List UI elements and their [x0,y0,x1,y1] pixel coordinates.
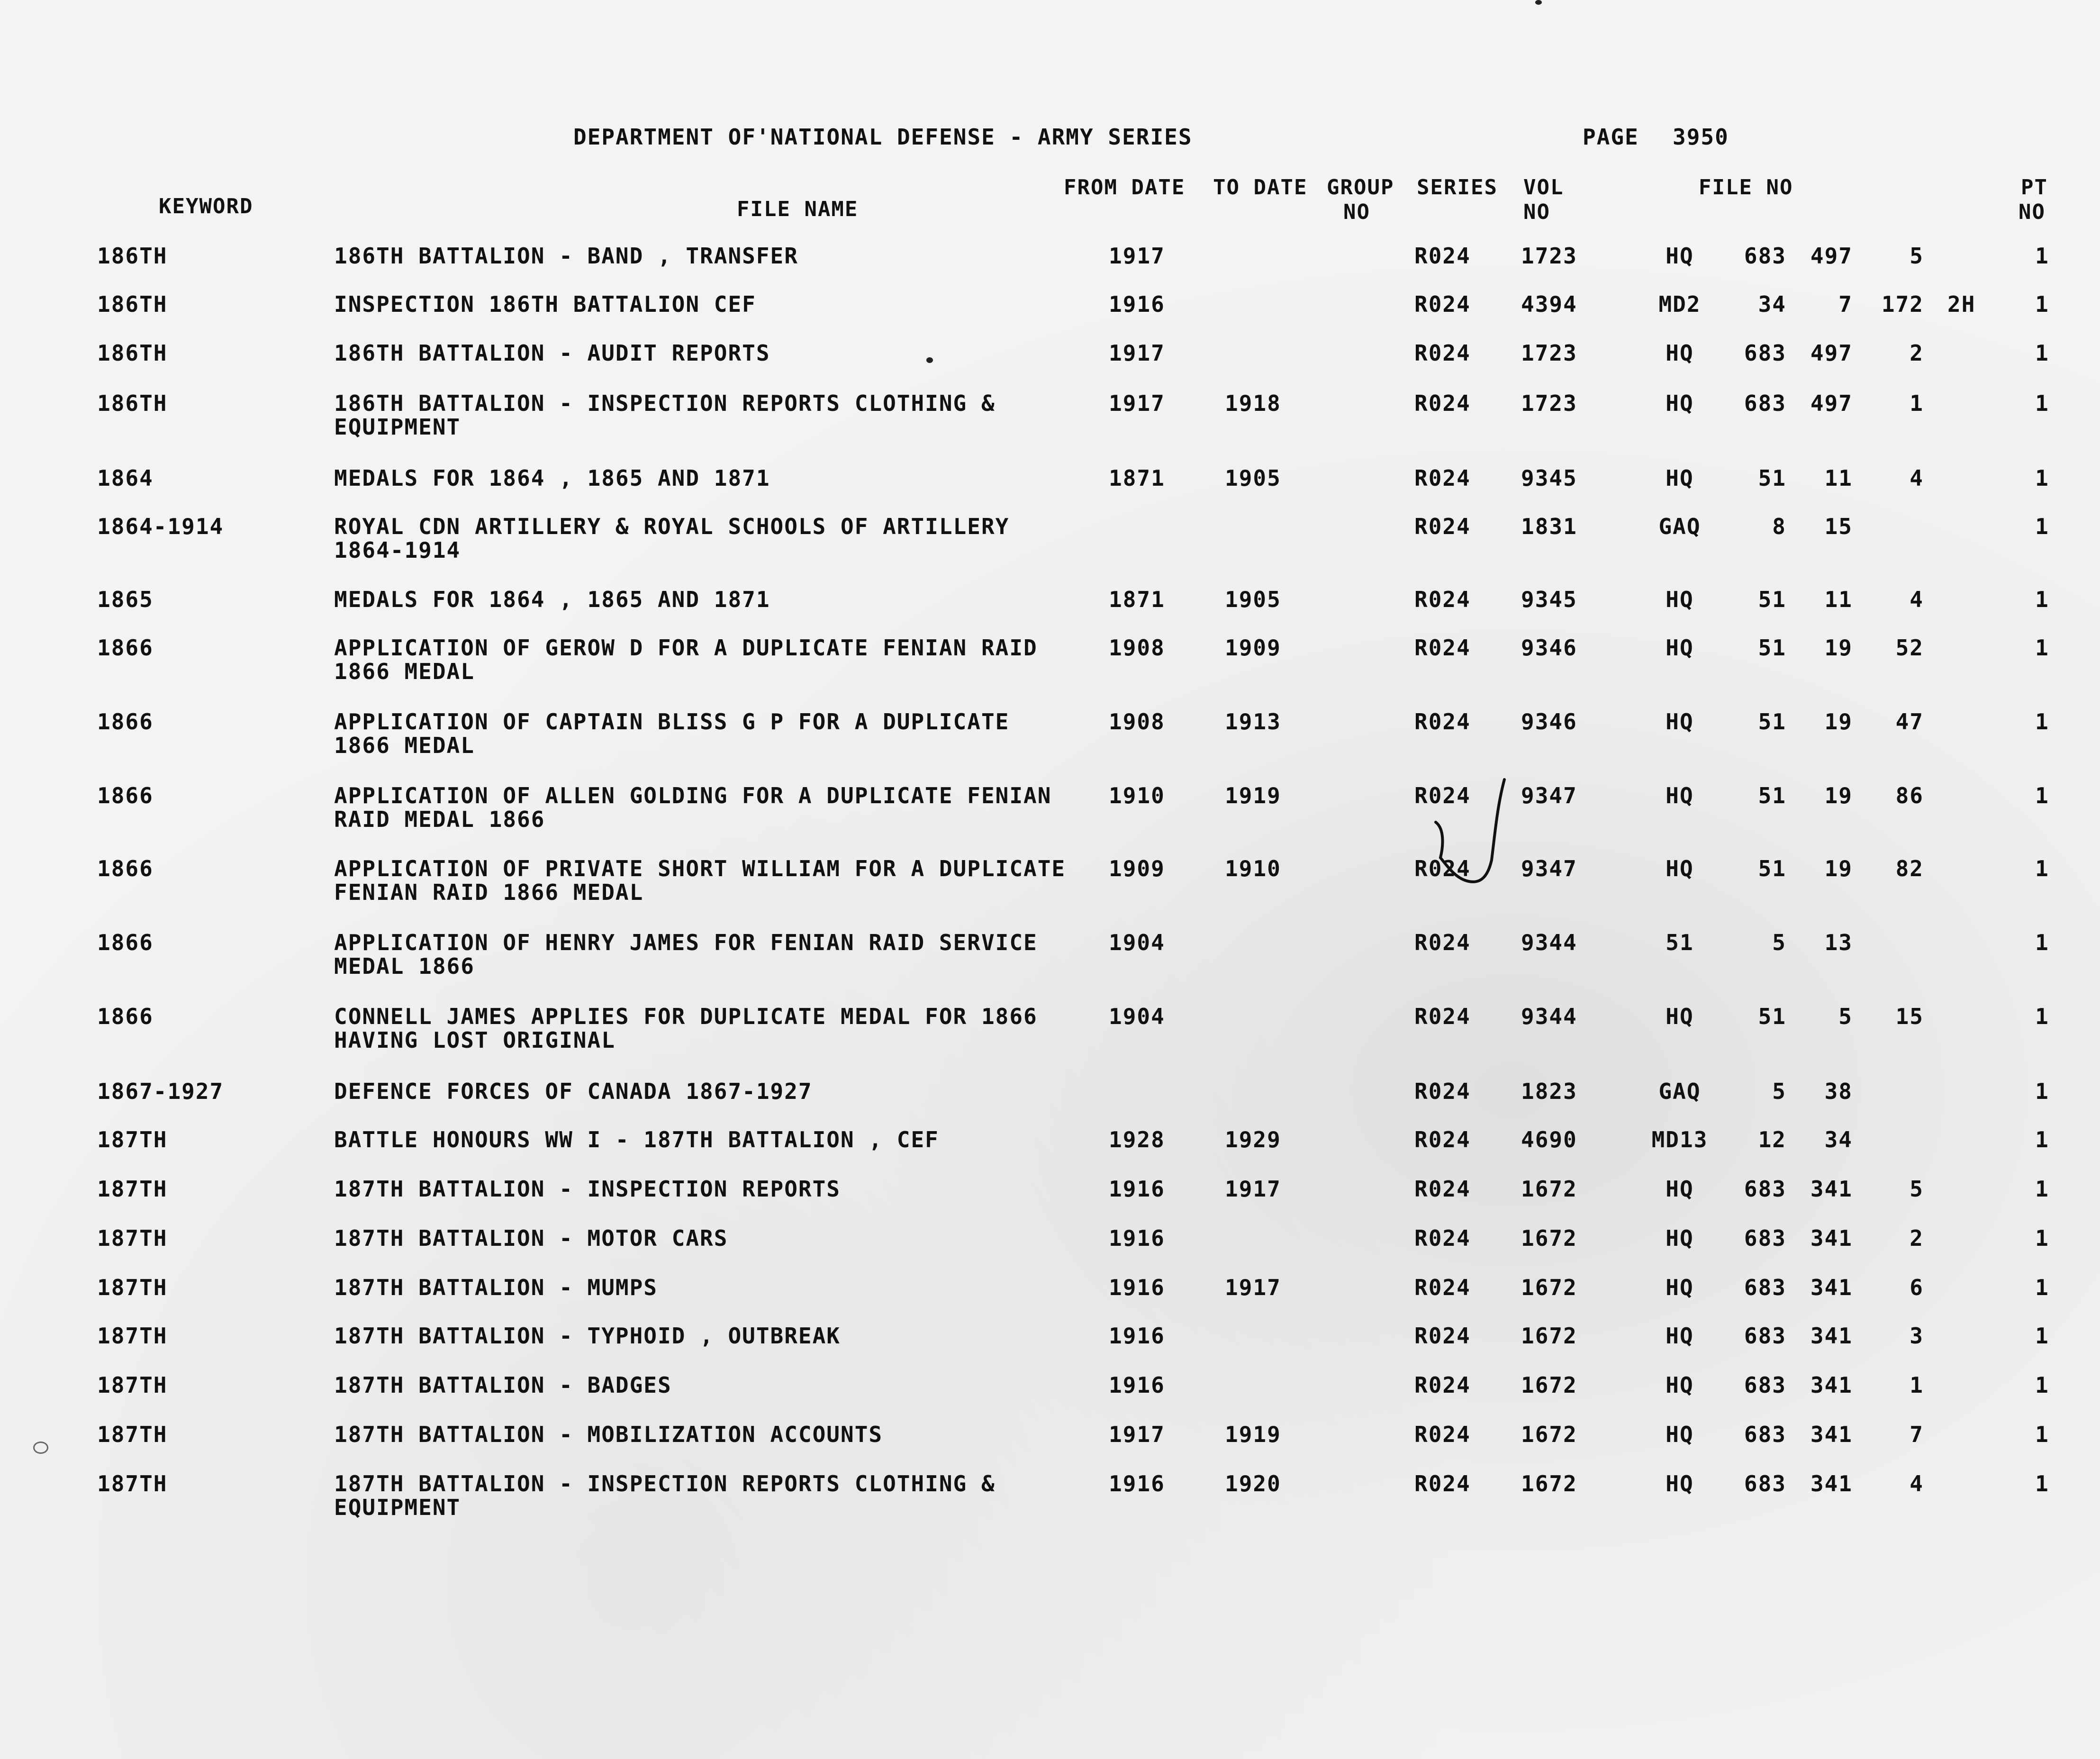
cell-file-no-part4: 47 [1895,709,1924,734]
cell-file-no-part3: 11 [1824,465,1853,491]
table-row [0,1373,2100,1421]
cell-file-no-part3: 15 [1824,514,1853,539]
cell-pt-no: 1 [2035,1422,2049,1447]
cell-pt-no: 1 [2035,1004,2049,1029]
cell-file-no-part1: HQ [1666,856,1694,881]
table-row [0,466,2100,514]
cell-vol-no: 9347 [1521,856,1577,881]
cell-file-no-part4: 2 [1910,340,1924,366]
col-file-name: FILE NAME [737,197,859,221]
cell-file-name: 187TH BATTALION - BADGES [334,1372,672,1398]
cell-pt-no: 1 [2035,635,2049,661]
col-from-date: FROM DATE [1064,175,1186,199]
cell-pt-no: 1 [2035,709,2049,734]
cell-file-no-part1: MD13 [1651,1127,1708,1152]
cell-file-no-part4: 3 [1910,1323,1924,1349]
table-row [0,636,2100,683]
cell-series: R024 [1414,856,1471,881]
table-row [0,244,2100,291]
cell-file-no-part4: 4 [1910,465,1924,491]
cell-keyword: 187TH [97,1323,168,1349]
cell-file-no-part1: HQ [1666,340,1694,366]
cell-file-name: APPLICATION OF PRIVATE SHORT WILLIAM FOR A DUPLICATE FENIAN RAID 1866 MEDAL [334,856,1066,905]
cell-from-date: 1916 [1109,291,1165,317]
cell-series: R024 [1414,635,1471,661]
cell-vol-no: 1672 [1521,1275,1577,1300]
cell-keyword: 187TH [97,1422,168,1447]
table-row [0,857,2100,904]
cell-file-name: APPLICATION OF CAPTAIN BLISS G P FOR A DUPLICATE 1866 MEDAL [334,709,1010,758]
cell-file-no-part1: HQ [1666,1225,1694,1251]
cell-from-date: 1917 [1109,390,1165,416]
cell-from-date: 1917 [1109,340,1165,366]
cell-file-name: 187TH BATTALION - INSPECTION REPORTS CLOTHING & EQUIPMENT [334,1471,996,1520]
table-row [0,710,2100,757]
cell-vol-no: 1672 [1521,1323,1577,1349]
cell-series: R024 [1414,1176,1471,1202]
cell-file-name: 186TH BATTALION - INSPECTION REPORTS CLOTHING & EQUIPMENT [334,390,996,440]
cell-to-date: 1910 [1225,856,1281,881]
table-row [0,1472,2100,1519]
cell-file-no-part4: 6 [1910,1275,1924,1300]
ink-speck [926,357,933,363]
table-row [0,1423,2100,1470]
col-group-no-top: GROUP [1327,175,1394,199]
table-row [0,784,2100,831]
table-row [0,1177,2100,1224]
cell-file-no-part5: 2H [1947,291,1976,317]
cell-keyword: 1864 [97,465,154,491]
cell-pt-no: 1 [2035,1323,2049,1349]
cell-series: R024 [1414,243,1471,269]
col-to-date: TO DATE [1213,175,1308,199]
cell-pt-no: 1 [2035,856,2049,881]
cell-file-no-part3: 11 [1824,587,1853,612]
cell-file-no-part3: 7 [1838,291,1853,317]
cell-vol-no: 1723 [1521,340,1577,366]
cell-pt-no: 1 [2035,930,2049,955]
cell-file-no-part2: 51 [1758,635,1786,661]
ink-speck [33,1442,48,1454]
cell-pt-no: 1 [2035,291,2049,317]
table-row [0,588,2100,635]
cell-file-no-part2: 51 [1758,587,1786,612]
cell-pt-no: 1 [2035,1471,2049,1496]
cell-file-no-part1: HQ [1666,587,1694,612]
cell-file-no-part2: 5 [1772,930,1786,955]
cell-vol-no: 1723 [1521,243,1577,269]
cell-keyword: 187TH [97,1225,168,1251]
cell-file-no-part1: 51 [1666,930,1694,955]
cell-file-no-part4: 86 [1895,783,1924,808]
cell-file-no-part1: MD2 [1658,291,1701,317]
col-group-no-bottom: NO [1343,200,1370,224]
cell-file-name: APPLICATION OF GEROW D FOR A DUPLICATE FENIAN RAID 1866 MEDAL [334,635,1038,684]
cell-keyword: 186TH [97,390,168,416]
cell-vol-no: 1672 [1521,1176,1577,1202]
cell-file-no-part2: 683 [1744,1176,1786,1202]
cell-file-name: 187TH BATTALION - MUMPS [334,1275,658,1300]
cell-vol-no: 9344 [1521,1004,1577,1029]
cell-file-no-part2: 51 [1758,783,1786,808]
cell-file-no-part4: 82 [1895,856,1924,881]
cell-vol-no: 4690 [1521,1127,1577,1152]
cell-file-no-part3: 341 [1810,1176,1853,1202]
cell-pt-no: 1 [2035,1176,2049,1202]
cell-vol-no: 1723 [1521,390,1577,416]
cell-file-no-part2: 683 [1744,1323,1786,1349]
ink-speck [1535,0,1542,5]
cell-file-name: MEDALS FOR 1864 , 1865 AND 1871 [334,587,770,612]
cell-file-no-part4: 7 [1910,1422,1924,1447]
cell-from-date: 1916 [1109,1323,1165,1349]
cell-file-no-part1: HQ [1666,1422,1694,1447]
cell-file-no-part2: 5 [1772,1079,1786,1104]
cell-file-name: 187TH BATTALION - INSPECTION REPORTS [334,1176,841,1202]
cell-series: R024 [1414,1471,1471,1496]
cell-keyword: 187TH [97,1471,168,1496]
cell-vol-no: 1672 [1521,1471,1577,1496]
cell-file-no-part4: 4 [1910,1471,1924,1496]
cell-vol-no: 1672 [1521,1422,1577,1447]
cell-keyword: 1864-1914 [97,514,224,539]
page-number: 3950 [1673,124,1729,150]
cell-file-no-part4: 52 [1895,635,1924,661]
cell-file-name: MEDALS FOR 1864 , 1865 AND 1871 [334,465,770,491]
cell-file-no-part3: 19 [1824,856,1853,881]
cell-series: R024 [1414,587,1471,612]
cell-file-no-part2: 683 [1744,1225,1786,1251]
cell-file-name: 186TH BATTALION - AUDIT REPORTS [334,340,770,366]
cell-vol-no: 1831 [1521,514,1577,539]
cell-pt-no: 1 [2035,340,2049,366]
cell-pt-no: 1 [2035,783,2049,808]
cell-keyword: 1866 [97,635,154,661]
cell-file-name: APPLICATION OF HENRY JAMES FOR FENIAN RAID SERVICE MEDAL 1866 [334,930,1038,979]
cell-file-no-part3: 19 [1824,783,1853,808]
cell-keyword: 1865 [97,587,154,612]
cell-series: R024 [1414,1422,1471,1447]
cell-from-date: 1904 [1109,1004,1165,1029]
cell-file-no-part2: 683 [1744,390,1786,416]
cell-file-no-part2: 683 [1744,340,1786,366]
table-row [0,1128,2100,1175]
cell-file-no-part2: 51 [1758,709,1786,734]
cell-from-date: 1871 [1109,465,1165,491]
cell-file-no-part4: 15 [1895,1004,1924,1029]
cell-file-no-part3: 341 [1810,1372,1853,1398]
cell-keyword: 1866 [97,930,154,955]
cell-to-date: 1920 [1225,1471,1281,1496]
cell-from-date: 1916 [1109,1372,1165,1398]
cell-file-no-part4: 1 [1910,390,1924,416]
cell-file-no-part1: HQ [1666,1323,1694,1349]
cell-series: R024 [1414,1079,1471,1104]
cell-series: R024 [1414,1275,1471,1300]
cell-pt-no: 1 [2035,514,2049,539]
cell-vol-no: 9345 [1521,465,1577,491]
cell-file-no-part1: HQ [1666,1176,1694,1202]
cell-pt-no: 1 [2035,1225,2049,1251]
cell-series: R024 [1414,1225,1471,1251]
cell-series: R024 [1414,930,1471,955]
cell-file-no-part4: 172 [1881,291,1924,317]
cell-series: R024 [1414,340,1471,366]
cell-pt-no: 1 [2035,1079,2049,1104]
document-title: DEPARTMENT OF'NATIONAL DEFENSE - ARMY SERIES [573,124,1193,150]
cell-from-date: 1928 [1109,1127,1165,1152]
cell-pt-no: 1 [2035,1372,2049,1398]
cell-series: R024 [1414,514,1471,539]
cell-keyword: 1866 [97,709,154,734]
cell-pt-no: 1 [2035,1275,2049,1300]
cell-pt-no: 1 [2035,1127,2049,1152]
cell-file-no-part1: HQ [1666,1471,1694,1496]
cell-from-date: 1917 [1109,1422,1165,1447]
cell-from-date: 1917 [1109,243,1165,269]
cell-file-no-part2: 8 [1772,514,1786,539]
cell-series: R024 [1414,1323,1471,1349]
cell-series: R024 [1414,783,1471,808]
cell-series: R024 [1414,465,1471,491]
cell-file-no-part2: 683 [1744,1372,1786,1398]
cell-file-name: DEFENCE FORCES OF CANADA 1867-1927 [334,1079,813,1104]
cell-to-date: 1918 [1225,390,1281,416]
cell-from-date: 1871 [1109,587,1165,612]
col-keyword: KEYWORD [159,194,253,218]
cell-file-no-part1: HQ [1666,709,1694,734]
cell-file-name: ROYAL CDN ARTILLERY & ROYAL SCHOOLS OF ARTILLERY 1864-1914 [334,514,1010,563]
cell-vol-no: 9345 [1521,587,1577,612]
table-row [0,292,2100,340]
cell-file-no-part3: 341 [1810,1471,1853,1496]
table-row [0,1226,2100,1274]
cell-file-no-part3: 341 [1810,1422,1853,1447]
cell-file-no-part1: GAQ [1658,1079,1701,1104]
cell-file-no-part4: 5 [1910,1176,1924,1202]
cell-vol-no: 9347 [1521,783,1577,808]
cell-file-no-part4: 1 [1910,1372,1924,1398]
cell-series: R024 [1414,291,1471,317]
cell-file-no-part3: 19 [1824,709,1853,734]
cell-from-date: 1916 [1109,1176,1165,1202]
cell-from-date: 1916 [1109,1275,1165,1300]
cell-file-no-part3: 38 [1824,1079,1853,1104]
col-pt-bottom: NO [2019,200,2046,224]
cell-file-no-part1: HQ [1666,1004,1694,1029]
cell-keyword: 1866 [97,783,154,808]
cell-pt-no: 1 [2035,465,2049,491]
cell-file-no-part1: HQ [1666,1275,1694,1300]
cell-series: R024 [1414,709,1471,734]
cell-to-date: 1919 [1225,783,1281,808]
cell-pt-no: 1 [2035,243,2049,269]
cell-file-name: CONNELL JAMES APPLIES FOR DUPLICATE MEDAL FOR 1866 HAVING LOST ORIGINAL [334,1004,1038,1053]
cell-vol-no: 9344 [1521,930,1577,955]
cell-file-no-part2: 683 [1744,243,1786,269]
cell-file-no-part2: 51 [1758,1004,1786,1029]
cell-file-no-part4: 2 [1910,1225,1924,1251]
cell-file-no-part3: 341 [1810,1323,1853,1349]
col-vol-top: VOL [1523,175,1564,199]
cell-file-no-part4: 4 [1910,587,1924,612]
cell-file-no-part2: 51 [1758,856,1786,881]
cell-series: R024 [1414,1127,1471,1152]
cell-vol-no: 9346 [1521,635,1577,661]
cell-file-no-part2: 34 [1758,291,1786,317]
cell-to-date: 1917 [1225,1275,1281,1300]
col-series: SERIES [1417,175,1498,199]
cell-vol-no: 1672 [1521,1225,1577,1251]
cell-file-no-part3: 19 [1824,635,1853,661]
col-pt-top: PT [2021,175,2048,199]
cell-file-no-part1: HQ [1666,390,1694,416]
cell-file-no-part3: 5 [1838,1004,1853,1029]
cell-series: R024 [1414,390,1471,416]
cell-pt-no: 1 [2035,390,2049,416]
cell-file-name: INSPECTION 186TH BATTALION CEF [334,291,756,317]
cell-file-no-part1: HQ [1666,243,1694,269]
cell-from-date: 1908 [1109,635,1165,661]
cell-from-date: 1916 [1109,1471,1165,1496]
cell-file-no-part2: 683 [1744,1422,1786,1447]
table-row [0,391,2100,439]
cell-file-name: 187TH BATTALION - MOBILIZATION ACCOUNTS [334,1422,883,1447]
cell-file-no-part1: GAQ [1658,514,1701,539]
table-row [0,1276,2100,1323]
cell-file-no-part3: 34 [1824,1127,1853,1152]
cell-from-date: 1910 [1109,783,1165,808]
cell-file-name: 187TH BATTALION - MOTOR CARS [334,1225,728,1251]
cell-file-no-part3: 341 [1810,1275,1853,1300]
cell-file-no-part2: 51 [1758,465,1786,491]
cell-to-date: 1905 [1225,587,1281,612]
cell-from-date: 1916 [1109,1225,1165,1251]
cell-vol-no: 4394 [1521,291,1577,317]
cell-file-no-part3: 341 [1810,1225,1853,1251]
cell-file-no-part1: HQ [1666,783,1694,808]
cell-to-date: 1917 [1225,1176,1281,1202]
cell-file-no-part2: 683 [1744,1471,1786,1496]
cell-keyword: 187TH [97,1372,168,1398]
table-row [0,1079,2100,1127]
cell-vol-no: 1823 [1521,1079,1577,1104]
cell-pt-no: 1 [2035,587,2049,612]
cell-file-no-part4: 5 [1910,243,1924,269]
cell-file-name: 186TH BATTALION - BAND , TRANSFER [334,243,798,269]
cell-keyword: 186TH [97,291,168,317]
cell-from-date: 1904 [1109,930,1165,955]
cell-from-date: 1909 [1109,856,1165,881]
col-vol-bottom: NO [1523,200,1550,224]
cell-file-no-part2: 12 [1758,1127,1786,1152]
cell-file-no-part3: 497 [1810,340,1853,366]
table-row [0,341,2100,389]
cell-keyword: 1866 [97,856,154,881]
cell-keyword: 1867-1927 [97,1079,224,1104]
cell-vol-no: 1672 [1521,1372,1577,1398]
cell-file-no-part1: HQ [1666,635,1694,661]
cell-file-name: BATTLE HONOURS WW I - 187TH BATTALION , CEF [334,1127,939,1152]
cell-keyword: 187TH [97,1275,168,1300]
cell-to-date: 1919 [1225,1422,1281,1447]
cell-file-no-part3: 13 [1824,930,1853,955]
cell-file-no-part1: HQ [1666,465,1694,491]
cell-to-date: 1913 [1225,709,1281,734]
cell-keyword: 1866 [97,1004,154,1029]
cell-keyword: 187TH [97,1176,168,1202]
cell-to-date: 1905 [1225,465,1281,491]
table-row [0,1324,2100,1371]
page-label: PAGE [1583,124,1639,150]
table-row [0,1005,2100,1052]
cell-keyword: 187TH [97,1127,168,1152]
cell-keyword: 186TH [97,340,168,366]
cell-series: R024 [1414,1372,1471,1398]
cell-series: R024 [1414,1004,1471,1029]
table-row [0,515,2100,562]
cell-file-no-part1: HQ [1666,1372,1694,1398]
col-file-no: FILE NO [1699,175,1793,199]
cell-file-no-part2: 683 [1744,1275,1786,1300]
cell-to-date: 1929 [1225,1127,1281,1152]
cell-keyword: 186TH [97,243,168,269]
cell-file-no-part3: 497 [1810,243,1853,269]
table-row [0,931,2100,978]
cell-vol-no: 9346 [1521,709,1577,734]
cell-file-name: 187TH BATTALION - TYPHOID , OUTBREAK [334,1323,841,1349]
cell-file-name: APPLICATION OF ALLEN GOLDING FOR A DUPLICATE FENIAN RAID MEDAL 1866 [334,783,1052,832]
cell-to-date: 1909 [1225,635,1281,661]
cell-from-date: 1908 [1109,709,1165,734]
handwritten-check-mark [1417,777,1521,919]
cell-file-no-part3: 497 [1810,390,1853,416]
